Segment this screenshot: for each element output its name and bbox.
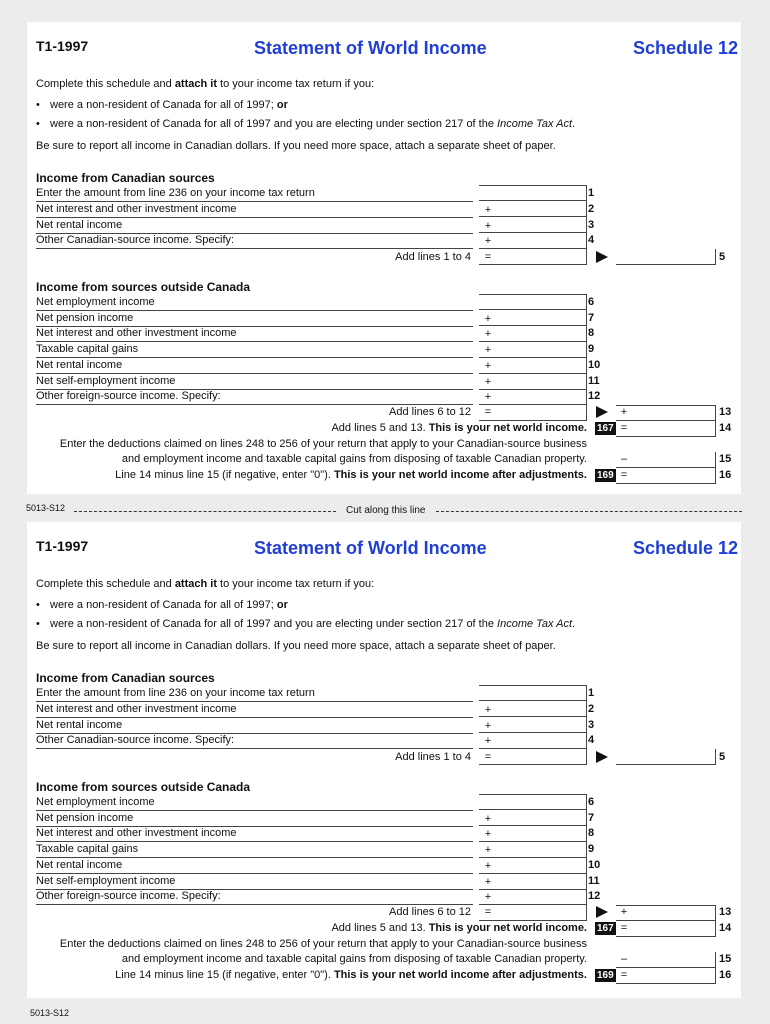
line-13-number: 13 (719, 406, 732, 418)
line-8-input[interactable] (479, 826, 587, 842)
line-15-op: – (620, 453, 628, 465)
line-9-label: Taxable capital gains (36, 842, 473, 858)
cut-form-code: 5013-S12 (26, 503, 66, 513)
form-title: Statement of World Income (254, 538, 487, 558)
line-15-input[interactable] (616, 952, 716, 968)
bullet-icon: • (36, 118, 40, 130)
line-10-input[interactable] (479, 858, 587, 874)
line-12-number: 12 (588, 390, 601, 402)
line-14-input[interactable] (616, 921, 716, 937)
line-12-label: Other foreign-source income. Specify: (36, 389, 473, 405)
line-7-op: + (484, 813, 492, 825)
line-11-op: + (484, 876, 492, 888)
add-6-12-label: Add lines 6 to 12 (389, 906, 471, 918)
line-6-input[interactable] (479, 794, 587, 810)
net-after-adjustments-label: Line 14 minus line 15 (if negative, enter "0"). This is your net world income after adjustments. (115, 969, 587, 981)
add-1-4-label: Add lines 1 to 4 (395, 751, 471, 763)
line-7-number: 7 (588, 812, 595, 824)
line-13-number: 13 (719, 906, 732, 918)
line-8-number: 8 (588, 327, 595, 339)
section-canadian-title: Income from Canadian sources (36, 671, 215, 685)
line-14-number: 14 (719, 422, 732, 434)
line-10-number: 10 (588, 859, 601, 871)
line-6-label: Net employment income (36, 795, 473, 811)
line-14-input[interactable] (616, 421, 716, 437)
section-foreign-title: Income from sources outside Canada (36, 280, 251, 294)
line-2-input[interactable] (479, 701, 587, 717)
line-9-input[interactable] (479, 342, 587, 358)
line-1-label: Enter the amount from line 236 on your income tax return (36, 686, 473, 702)
line-1-label: Enter the amount from line 236 on your income tax return (36, 186, 473, 202)
deductions-text-1: Enter the deductions claimed on lines 248 to 256 of your return that apply to your Canadian-source business (59, 938, 587, 950)
bullet-2: • were a non-resident of Canada for all of 1997 and you are electing under section 217 of the Income Tax Act. (36, 618, 576, 630)
line-13-subtotal[interactable] (479, 405, 587, 421)
line-16-number: 16 (719, 469, 732, 481)
line-14-number: 14 (719, 922, 732, 934)
line-13-input[interactable] (616, 405, 716, 421)
line-3-input[interactable] (479, 717, 587, 733)
line-13-input[interactable] (616, 905, 716, 921)
line-2-op: + (484, 204, 492, 216)
footer-form-code: 5013-S12 (30, 1008, 70, 1018)
intro-text: Complete this schedule and attach it to your income tax return if you: (36, 578, 375, 590)
line-2-input[interactable] (479, 201, 587, 217)
line-6-number: 6 (588, 296, 595, 308)
line-13-op: + (620, 906, 628, 918)
line-5-eq: = (484, 251, 492, 263)
line-14-eq: = (620, 422, 628, 434)
cut-text: Cut along this line (346, 505, 426, 516)
line-9-op: + (484, 844, 492, 856)
line-16-input[interactable] (616, 968, 716, 984)
currency-note: Be sure to report all income in Canadian dollars. If you need more space, attach a separate sheet of paper. (36, 140, 556, 152)
bullet-icon: • (36, 618, 40, 630)
line-6-label: Net employment income (36, 295, 473, 311)
line-3-input[interactable] (479, 217, 587, 233)
schedule-label: Schedule 12 (632, 538, 738, 558)
bullet-1: • were a non-resident of Canada for all of 1997; or (36, 599, 288, 611)
deductions-text-2: and employment income and taxable capital gains from disposing of taxable Canadian property. (121, 953, 587, 965)
bullet-2: • were a non-resident of Canada for all of 1997 and you are electing under section 217 of the Income Tax Act. (36, 118, 576, 130)
line-11-label: Net self-employment income (36, 374, 473, 390)
line-10-label: Net rental income (36, 858, 473, 874)
code-167: 167 (597, 923, 614, 934)
line-15-number: 15 (719, 953, 732, 965)
form-id: T1-1997 (36, 538, 89, 554)
line-16-number: 16 (719, 969, 732, 981)
line-9-number: 9 (588, 343, 595, 355)
line-11-input[interactable] (479, 874, 587, 890)
line-15-op: – (620, 953, 628, 965)
line-10-op: + (484, 860, 492, 872)
deductions-text-2: and employment income and taxable capital gains from disposing of taxable Canadian property. (121, 453, 587, 465)
line-12-number: 12 (588, 890, 601, 902)
line-7-input[interactable] (479, 310, 587, 326)
section-foreign-title: Income from sources outside Canada (36, 780, 251, 794)
line-7-number: 7 (588, 312, 595, 324)
line-10-input[interactable] (479, 358, 587, 374)
line-8-number: 8 (588, 827, 595, 839)
bullet-1: • were a non-resident of Canada for all of 1997; or (36, 99, 288, 111)
bullet-icon: • (36, 99, 40, 111)
net-after-adjustments-label: Line 14 minus line 15 (if negative, enter "0"). This is your net world income after adjustments. (115, 469, 587, 481)
code-167: 167 (597, 423, 614, 434)
line-13-op: + (620, 406, 628, 418)
line-4-input[interactable] (479, 733, 587, 749)
line-3-op: + (484, 220, 492, 232)
line-11-input[interactable] (479, 374, 587, 390)
bullet-icon: • (36, 599, 40, 611)
line-10-op: + (484, 360, 492, 372)
line-3-label: Net rental income (36, 218, 473, 234)
line-9-op: + (484, 344, 492, 356)
line-7-label: Net pension income (36, 311, 473, 327)
line-2-label: Net interest and other investment income (36, 202, 473, 218)
line-12-input[interactable] (479, 889, 587, 905)
code-169: 169 (597, 470, 614, 481)
line-2-number: 2 (588, 703, 595, 715)
line-16-eq: = (620, 469, 628, 481)
line-5-subtotal[interactable] (479, 749, 587, 765)
line-1-input[interactable] (479, 685, 587, 701)
line-5-number: 5 (719, 751, 726, 763)
section-canadian-title: Income from Canadian sources (36, 171, 215, 185)
line-10-number: 10 (588, 359, 601, 371)
line-4-input[interactable] (479, 233, 587, 249)
line-10-label: Net rental income (36, 358, 473, 374)
line-11-label: Net self-employment income (36, 874, 473, 890)
add-6-12-label: Add lines 6 to 12 (389, 406, 471, 418)
schedule-label: Schedule 12 (632, 38, 738, 58)
arrow-right-icon (596, 906, 608, 918)
add-1-4-label: Add lines 1 to 4 (395, 251, 471, 263)
line-6-number: 6 (588, 796, 595, 808)
line-12-op: + (484, 391, 492, 403)
line-8-input[interactable] (479, 326, 587, 342)
line-1-number: 1 (588, 687, 595, 699)
line-4-label: Other Canadian-source income. Specify: (36, 233, 473, 249)
cut-dash-left (74, 511, 336, 512)
line-3-number: 3 (588, 219, 595, 231)
line-9-label: Taxable capital gains (36, 342, 473, 358)
line-4-label: Other Canadian-source income. Specify: (36, 733, 473, 749)
line-7-op: + (484, 313, 492, 325)
form-copy-bottom (27, 522, 741, 998)
line-1-input[interactable] (479, 185, 587, 201)
line-11-number: 11 (588, 375, 600, 387)
line-16-input[interactable] (616, 468, 716, 484)
net-world-income-label: Add lines 5 and 13. This is your net world income. (331, 422, 587, 434)
cut-dash-right (436, 511, 742, 512)
line-15-input[interactable] (616, 452, 716, 468)
line-7-input[interactable] (479, 810, 587, 826)
code-169: 169 (597, 970, 614, 981)
line-9-number: 9 (588, 843, 595, 855)
cut-line (26, 503, 742, 519)
line-13-eq: = (484, 906, 492, 918)
line-4-number: 4 (588, 734, 595, 746)
line-1-number: 1 (588, 187, 595, 199)
line-2-number: 2 (588, 203, 595, 215)
arrow-right-icon (596, 406, 608, 418)
line-5-input[interactable] (616, 749, 716, 765)
deductions-text-1: Enter the deductions claimed on lines 248 to 256 of your return that apply to your Canadian-source business (59, 438, 587, 450)
line-11-op: + (484, 376, 492, 388)
net-world-income-label: Add lines 5 and 13. This is your net world income. (331, 922, 587, 934)
line-4-op: + (484, 735, 492, 747)
line-16-eq: = (620, 969, 628, 981)
line-8-op: + (484, 828, 492, 840)
line-13-subtotal[interactable] (479, 905, 587, 921)
line-3-op: + (484, 720, 492, 732)
form-copy-top (27, 22, 741, 494)
form-title: Statement of World Income (254, 38, 487, 58)
line-2-op: + (484, 704, 492, 716)
line-4-number: 4 (588, 234, 595, 246)
line-8-label: Net interest and other investment income (36, 326, 473, 342)
line-14-eq: = (620, 922, 628, 934)
line-12-op: + (484, 891, 492, 903)
line-6-input[interactable] (479, 294, 587, 310)
line-5-subtotal[interactable] (479, 249, 587, 265)
line-15-number: 15 (719, 453, 732, 465)
line-4-op: + (484, 235, 492, 247)
line-12-input[interactable] (479, 389, 587, 405)
line-7-label: Net pension income (36, 811, 473, 827)
line-3-number: 3 (588, 719, 595, 731)
arrow-right-icon (596, 251, 608, 263)
line-5-eq: = (484, 751, 492, 763)
line-5-input[interactable] (616, 249, 716, 265)
line-13-eq: = (484, 406, 492, 418)
line-5-number: 5 (719, 251, 726, 263)
currency-note: Be sure to report all income in Canadian dollars. If you need more space, attach a separate sheet of paper. (36, 640, 556, 652)
line-8-op: + (484, 328, 492, 340)
line-11-number: 11 (588, 875, 600, 887)
line-2-label: Net interest and other investment income (36, 702, 473, 718)
line-3-label: Net rental income (36, 718, 473, 734)
line-8-label: Net interest and other investment income (36, 826, 473, 842)
line-12-label: Other foreign-source income. Specify: (36, 889, 473, 905)
intro-text: Complete this schedule and attach it to your income tax return if you: (36, 78, 375, 90)
arrow-right-icon (596, 751, 608, 763)
form-id: T1-1997 (36, 38, 89, 54)
line-9-input[interactable] (479, 842, 587, 858)
